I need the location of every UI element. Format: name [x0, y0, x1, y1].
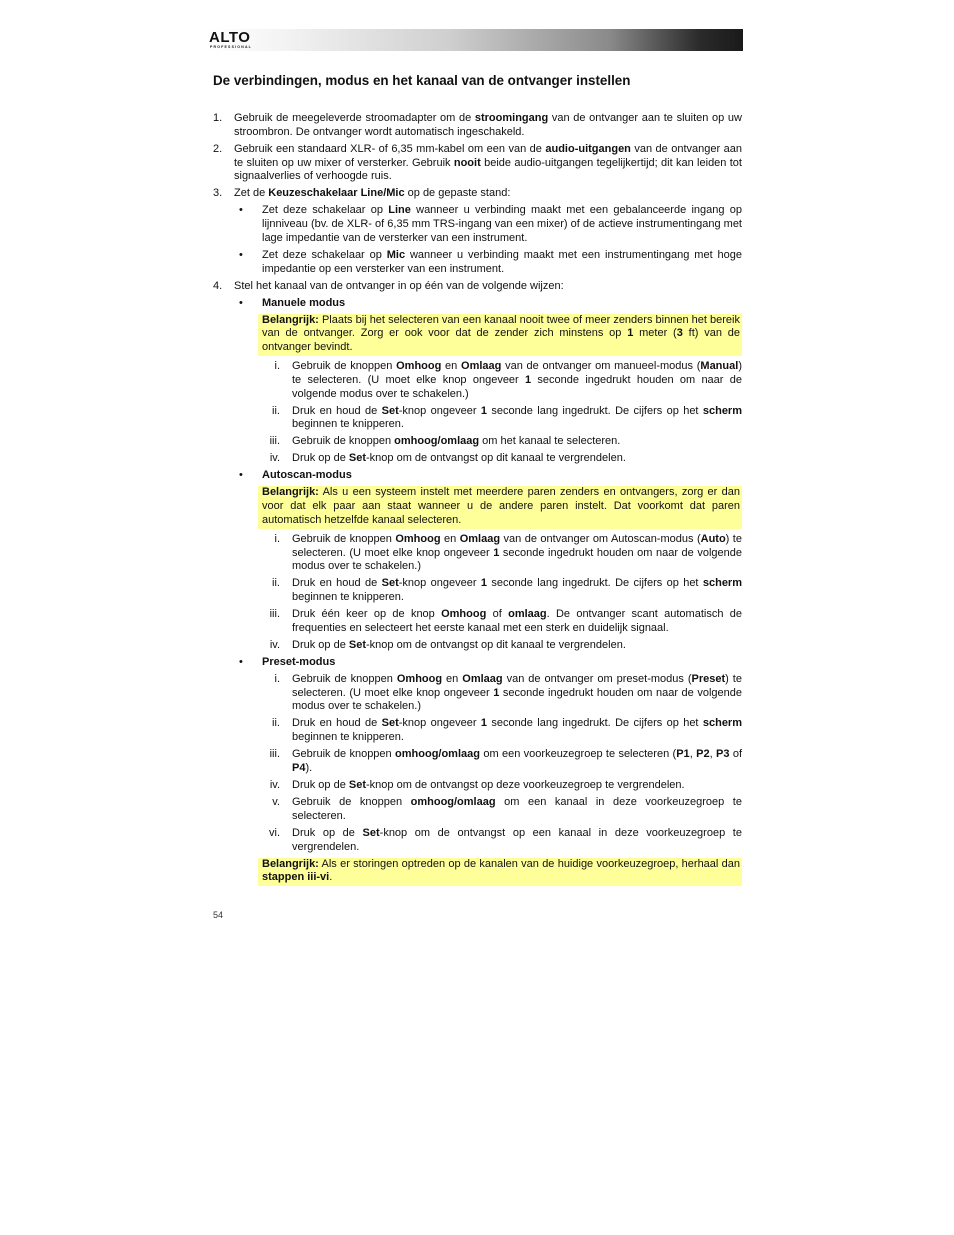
bullet: •	[239, 248, 243, 261]
step-bold: omhoog/omlaag	[410, 796, 496, 808]
step-text: Gebruik de knoppen	[292, 748, 396, 761]
preset-important-note	[258, 858, 742, 887]
bullet: •	[239, 469, 243, 482]
preset-step-ii	[213, 717, 742, 745]
step-text: Gebruik de meegeleverde stroomadapter om de	[234, 112, 475, 124]
manual-step-iii	[213, 435, 742, 449]
step-bold: P1	[676, 748, 690, 761]
heading-text: Preset-modus	[262, 655, 336, 668]
step-number: 3.	[213, 187, 223, 200]
step-bold: P4	[292, 762, 306, 775]
step-1	[213, 112, 742, 140]
step-bold: Mic	[386, 248, 406, 261]
step-bold: Omlaag	[459, 532, 501, 545]
step-text: wanneer u verbinding maakt met een instrumentingang met hoge impedantie op een versterker van een instrument.	[262, 248, 742, 275]
roman-number: iv.	[269, 638, 280, 651]
step-bold: 1	[525, 373, 532, 386]
step-bold: Set	[362, 826, 380, 839]
step-text: beginnen te knipperen.	[292, 418, 404, 431]
note-text: meter (	[633, 327, 677, 340]
roman-number: ii.	[272, 577, 280, 590]
step-bold: Line	[388, 204, 411, 217]
step-text: Gebruik de knoppen	[292, 435, 395, 448]
instructions	[213, 112, 742, 890]
autoscan-step-iv	[213, 639, 742, 653]
step-text: en	[442, 672, 463, 685]
preset-step-iv	[213, 779, 742, 793]
step-2	[213, 143, 742, 184]
note-text: .	[329, 871, 333, 884]
step-3-mic-bullet	[213, 249, 742, 277]
step-text: Druk op de	[292, 638, 349, 651]
step-bold: Omhoog	[441, 608, 487, 621]
step-text: -knop ongeveer	[398, 404, 481, 417]
step-text: en	[440, 532, 460, 545]
step-bold: P2	[696, 748, 710, 761]
step-text: van de ontvanger om preset-modus (	[502, 672, 692, 685]
step-3-line-bullet	[213, 204, 742, 245]
step-text: ,	[689, 748, 697, 761]
step-bold: stroomingang	[474, 112, 549, 124]
step-text: wanneer u verbinding maakt met een gebalanceerde ingang op lijnniveau (bv. de XLR- of 6,35 mm TRS-ingang van een mixer) of de actieve instrumentingang met lage impedantie van de versterker van een instrument.	[262, 204, 742, 244]
step-text: beide audio-uitgangen tegelijkertijd; dit kan leiden tot signaalverlies of verhoogde ruis.	[234, 156, 742, 183]
autoscan-mode-heading	[213, 469, 742, 483]
step-number: 4.	[213, 279, 223, 292]
roman-number: ii.	[272, 717, 280, 730]
preset-step-vi	[213, 827, 742, 855]
heading-text: Manuele modus	[262, 296, 346, 309]
note-text: Als er storingen optreden op de kanalen van de huidige voorkeuzegroep, herhaal dan	[318, 857, 740, 870]
note-label: Belangrijk:	[262, 486, 319, 499]
step-bold: nooit	[453, 156, 481, 169]
step-bold: audio-uitgangen	[545, 142, 631, 155]
header-bar	[209, 29, 743, 51]
autoscan-step-i	[213, 533, 742, 574]
step-bold: 1	[480, 717, 487, 730]
step-bold: 1	[480, 577, 487, 590]
step-text: Druk en houd de	[292, 577, 382, 590]
step-text: om een voorkeuzegroep te selecteren (	[479, 748, 677, 761]
logo-subtext: PROFESSIONAL	[210, 45, 253, 49]
step-bold: Manual	[700, 360, 739, 373]
step-text: -knop om de ontvangst op dit kanaal te vergrendelen.	[366, 638, 626, 651]
step-bold: omhoog/omlaag	[395, 748, 480, 761]
note-text: Plaats bij het selecteren van een kanaal nooit twee of meer zenders binnen het bereik van de ontvanger. Zorg er ook voor dat de zender zich minstens op	[262, 313, 740, 340]
logo-text: ALTO	[209, 29, 251, 46]
step-text: Druk op de	[292, 779, 349, 792]
step-text: van de ontvanger om manueel-modus (	[501, 360, 701, 373]
step-text: ) te selecteren. (U moet elke knop ongeveer	[292, 672, 742, 699]
step-text: Druk één keer op de knop	[292, 608, 442, 621]
autoscan-step-iii	[213, 608, 742, 636]
autoscan-step-ii	[213, 577, 742, 605]
bullet: •	[239, 204, 243, 217]
step-bold: scherm	[702, 577, 742, 590]
step-text: Zet deze schakelaar op	[262, 248, 387, 261]
manual-mode-heading	[213, 297, 742, 311]
note-bold: stappen iii-vi	[262, 871, 330, 884]
step-text: Stel het kanaal van de ontvanger in op één van de volgende wijzen:	[234, 279, 564, 292]
page-title: De verbindingen, modus en het kanaal van de ontvanger instellen	[213, 73, 631, 88]
roman-number: vi.	[269, 826, 280, 839]
step-text: Gebruik een standaard XLR- of 6,35 mm-kabel om een van de	[234, 142, 546, 155]
step-text: ) te selecteren. (U moet elke knop ongeveer	[292, 360, 742, 386]
step-text: seconde lang ingedrukt. De cijfers op het	[486, 717, 703, 730]
note-label: Belangrijk:	[262, 857, 319, 870]
step-text: Zet de	[234, 187, 269, 200]
manual-step-iv	[213, 452, 742, 466]
step-text: seconde ingedrukt houden om naar de volgende modus over te schakelen.)	[292, 373, 742, 400]
manual-step-i	[213, 360, 742, 401]
note-bold: 3	[676, 327, 683, 340]
step-text: beginnen te knipperen.	[292, 731, 404, 744]
step-text: om het kanaal te selecteren.	[479, 435, 621, 448]
step-bold: P3	[716, 748, 730, 761]
step-bold: Set	[348, 452, 366, 465]
step-text: of	[486, 608, 509, 621]
step-text: Druk en houd de	[292, 717, 382, 730]
step-text: en	[441, 360, 462, 373]
manual-important-note	[258, 314, 742, 356]
heading-text: Autoscan-modus	[262, 469, 352, 482]
step-bold: Omhoog	[396, 360, 442, 373]
step-text: seconde lang ingedrukt. De cijfers op het	[486, 577, 703, 590]
roman-number: iii.	[269, 748, 280, 761]
step-text: -knop ongeveer	[398, 717, 481, 730]
step-bold: Omlaag	[461, 360, 502, 373]
note-label: Belangrijk:	[262, 313, 319, 326]
note-bold: 1	[627, 327, 634, 340]
step-text: Gebruik de knoppen	[292, 360, 397, 373]
step-text: Gebruik de knoppen	[292, 796, 411, 808]
step-text: ,	[709, 748, 716, 761]
preset-step-iii	[213, 748, 742, 776]
roman-number: iv.	[269, 452, 280, 465]
roman-number: i.	[274, 360, 280, 373]
step-text: Druk op de	[292, 452, 349, 465]
roman-number: i.	[274, 532, 280, 545]
step-text: seconde lang ingedrukt. De cijfers op het	[486, 404, 703, 417]
step-bold: Set	[348, 779, 366, 792]
page-number: 54	[213, 910, 224, 920]
preset-step-v	[213, 796, 742, 824]
step-text: -knop ongeveer	[398, 577, 481, 590]
step-text: Gebruik de knoppen	[292, 672, 397, 685]
bullet: •	[239, 655, 243, 668]
alto-logo	[209, 30, 265, 50]
bullet: •	[239, 296, 243, 309]
step-text: seconde ingedrukt houden om naar de volgende modus over te schakelen.)	[292, 546, 743, 573]
step-text: van de ontvanger aan te sluiten op uw stroombron. De ontvanger wordt automatisch ingeschakeld.	[234, 112, 742, 138]
step-text: . De ontvanger scant automatisch de frequenties en selecteert het eerste kanaal met een sterk en duidelijk signaal.	[292, 608, 742, 634]
step-bold: 1	[493, 686, 500, 699]
roman-number: ii.	[272, 404, 280, 417]
step-text: om een kanaal in deze voorkeuzegroep te selecteren.	[292, 796, 742, 822]
step-4	[213, 280, 742, 294]
step-bold: Preset	[691, 672, 726, 685]
note-text: ft) van de ontvanger bevindt.	[262, 327, 740, 354]
roman-number: iii.	[269, 608, 280, 621]
step-bold: Auto	[700, 532, 726, 545]
roman-number: iii.	[269, 435, 280, 448]
step-text: beginnen te knipperen.	[292, 591, 404, 604]
step-text: Druk en houd de	[292, 404, 382, 417]
step-text: ).	[305, 762, 313, 775]
step-text: ) te selecteren. (U moet elke knop ongeveer	[292, 532, 742, 559]
step-text: van de ontvanger om Autoscan-modus (	[500, 532, 701, 545]
step-number: 2.	[213, 142, 223, 155]
step-bold: omhoog/omlaag	[394, 435, 480, 448]
step-bold: Set	[381, 717, 399, 730]
step-bold: Set	[381, 404, 399, 417]
step-bold: Set	[381, 577, 399, 590]
step-bold: Set	[348, 638, 366, 651]
step-3	[213, 187, 742, 201]
step-bold: 1	[480, 404, 487, 417]
step-bold: omlaag	[508, 608, 547, 621]
step-bold: Omhoog	[396, 672, 443, 685]
step-text: Zet deze schakelaar op	[262, 204, 389, 217]
manual-step-ii	[213, 405, 742, 433]
step-number: 1.	[213, 112, 223, 124]
step-text: -knop om de ontvangst op een kanaal in deze voorkeuzegroep te vergrendelen.	[292, 826, 742, 853]
step-bold: Omhoog	[395, 532, 441, 545]
roman-number: v.	[272, 796, 280, 808]
step-text: -knop om de ontvangst op deze voorkeuzegroep te vergrendelen.	[366, 779, 685, 792]
step-text: Gebruik de knoppen	[292, 532, 396, 545]
preset-mode-heading	[213, 656, 742, 670]
step-bold: scherm	[702, 404, 742, 417]
step-text: of	[729, 748, 742, 761]
step-text: seconde ingedrukt houden om naar de volgende modus over te schakelen.)	[292, 686, 743, 713]
step-text: Druk op de	[292, 826, 363, 839]
roman-number: iv.	[269, 779, 280, 792]
step-bold: scherm	[702, 717, 742, 730]
step-text: van de ontvanger aan te sluiten op uw mixer of versterker. Gebruik	[234, 142, 742, 169]
note-text: Als u een systeem instelt met meerdere paren zenders en ontvangers, zorg er dan voor dat elk paar aan staat wanneer u de andere paren instelt. Dat voorkomt dat paren automatisch hetzelfde kanaal selecteren.	[262, 486, 740, 526]
step-bold: 1	[493, 546, 500, 559]
step-text: op de gepaste stand:	[404, 187, 511, 200]
preset-step-i	[213, 673, 742, 714]
step-bold: Omlaag	[462, 672, 503, 685]
step-bold: Keuzeschakelaar Line/Mic	[268, 187, 405, 200]
step-text: -knop om de ontvangst op dit kanaal te vergrendelen.	[366, 452, 626, 465]
roman-number: i.	[274, 672, 280, 685]
autoscan-important-note	[258, 486, 742, 528]
